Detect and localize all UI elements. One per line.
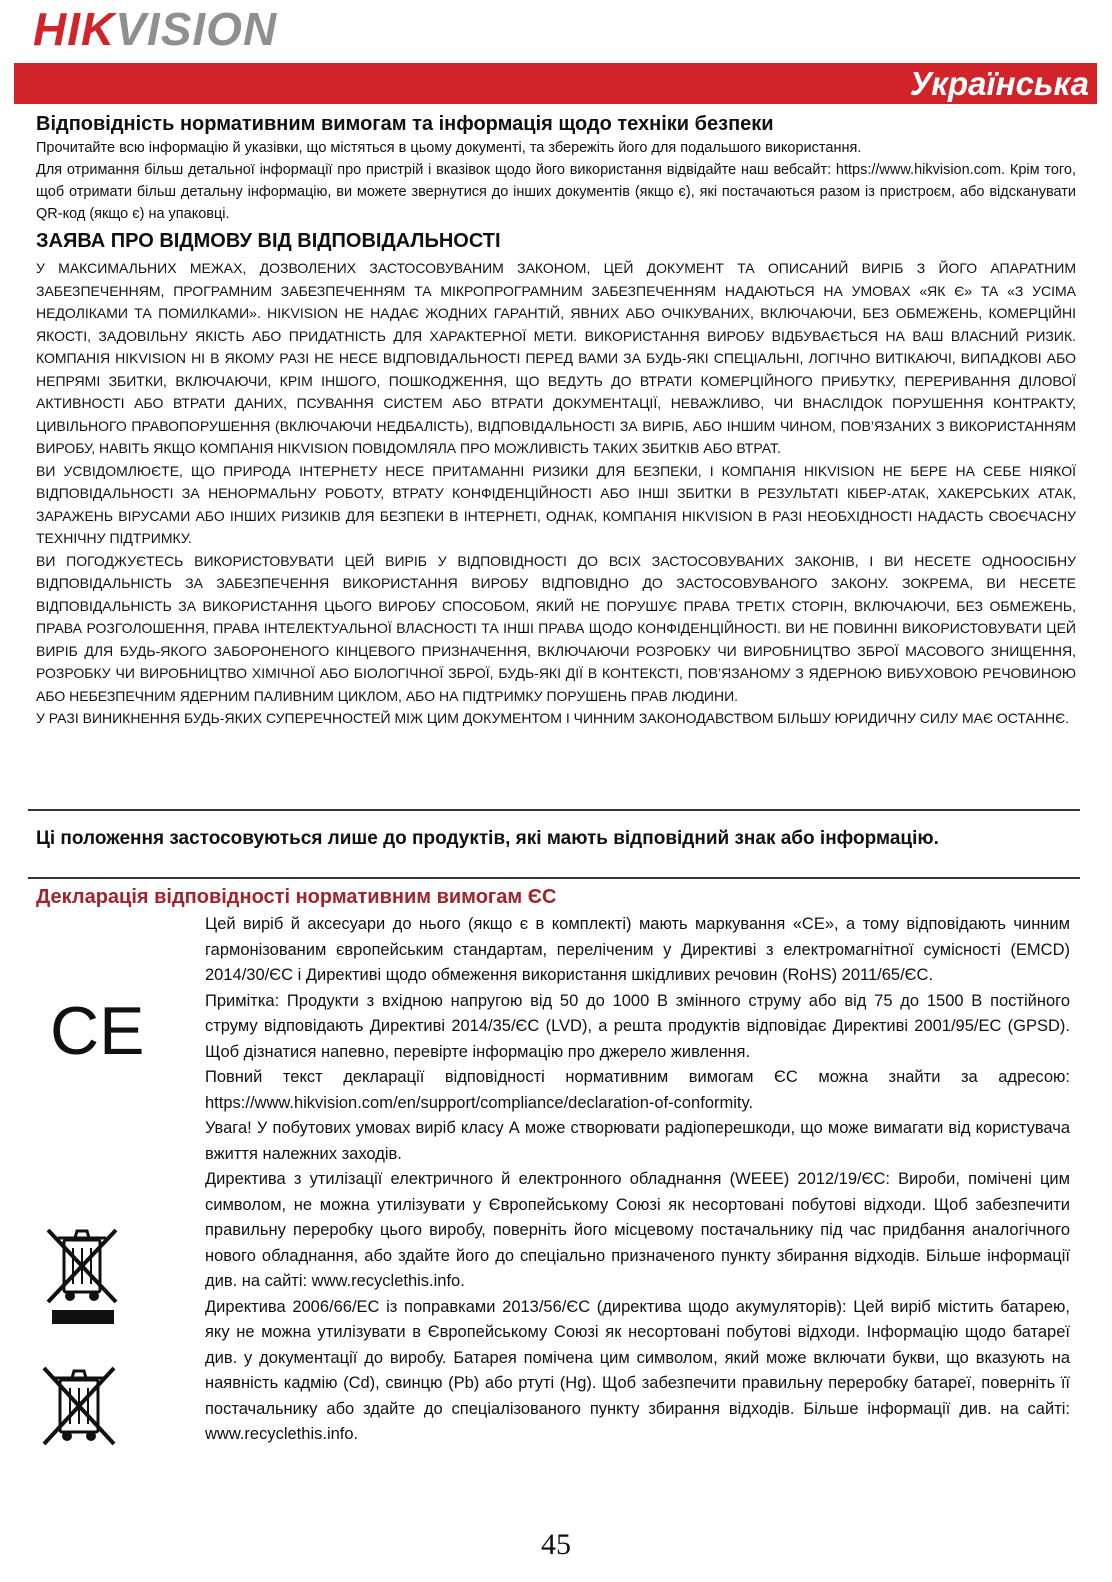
eu-declaration-title: Декларація відповідності нормативним вимогам ЄС <box>36 886 557 908</box>
intro-paragraph: Прочитайте всю інформацію й указівки, що містяться в цьому документі, та збережіть його для подальшого використання. <box>36 140 862 156</box>
weee-bin-icon <box>42 1222 124 1337</box>
restriction-note: Ці положення застосовуються лише до продуктів, які мають відповідний знак або інформацію. <box>36 828 939 849</box>
voltage-note-paragraph: Примітка: Продукти з вхідною напругою від 50 до 1000 В змінного струму або від 75 до 1500 В постійного струму відповідають Директиві 2014/35/ЄС (LVD), а решта продуктів відповідає Директиві 2001/95/ЕС (GPSD). Щоб дізнатися напевно, перевірте інформацію про джерело живлення. <box>205 991 1070 1061</box>
page-number: 45 <box>541 1528 571 1561</box>
divider <box>28 809 1080 811</box>
disclaimer-paragraph: У МАКСИМАЛЬНИХ МЕЖАХ, ДОЗВОЛЕНИХ ЗАСТОСОВУВАНИМ ЗАКОНОМ, ЦЕЙ ДОКУМЕНТ ТА ОПИСАНИЙ ВИРІБ З ЙОГО АПАРАТНИМ ЗАБЕЗПЕЧЕННЯМ, ПРОГРАМНИМ ЗАБЕЗПЕЧЕННЯМ ТА МІКРОПРОГРАМНИМ ЗАБЕЗПЕЧЕННЯМ НАДАЮТЬСЯ НА УМОВАХ «ЯК Є» ТА «З УСІМА НЕДОЛІКАМИ ТА ПОМИЛКАМИ». HIKVISION НЕ НАДАЄ ЖОДНИХ ГАРАНТІЙ, ЯВНИХ АБО ОЧІКУВАНИХ, ВКЛЮЧАЮЧИ, БЕЗ ОБМЕЖЕНЬ, КОМЕРЦІЙНІ ЯКОСТІ, ЗАДОВІЛЬНУ ЯКІСТЬ АБО ПРИДАТНІСТЬ ДЛЯ ХАРАКТЕРНОЇ МЕТИ. ВИКОРИСТАННЯ ВИРОБУ ВІДБУВАЄТЬСЯ НА ВАШ ВЛАСНИЙ РИЗИК. КОМПАНІЯ HIKVISION НІ В ЯКОМУ РАЗІ НЕ НЕСЕ ВІДПОВІДАЛЬНОСТІ ПЕРЕД ВАМИ ЗА БУДЬ-ЯКІ СПЕЦІАЛЬНІ, ЛОГІЧНО ВИТІКАЮЧІ, ВИПАДКОВІ АБО НЕПРЯМІ ЗБИТКИ, ВКЛЮЧАЮЧИ, КРІМ ІНШОГО, ПОШКОДЖЕННЯ, ЩО ВЕДУТЬ ДО ВТРАТИ КОМЕРЦІЙНОГО ПРИБУТКУ, ПЕРЕРИВАННЯ ДІЛОВОЇ АКТИВНОСТІ АБО ВТРАТИ ДАНИХ, ПСУВАННЯ СИСТЕМ АБО ВТРАТИ ДОКУМЕНТАЦІЇ, НЕВАЖЛИВО, ЧИ ВНАСЛІДОК ПОРУШЕННЯ КОНТРАКТУ, ЦИВІЛЬНОГО ПРАВОПОРУШЕННЯ (ВКЛЮЧАЮЧИ НЕДБАЛІСТЬ), ВІДПОВІДАЛЬНОСТІ ЗА ВИРІБ, АБО ІНШИМ ЧИНОМ, ПОВ’ЯЗАНИХ З ВИКОРИСТАННЯМ ВИРОБУ, НАВІТЬ ЯКЩО КОМПАНІЯ HIKVISION ПОВІДОМЛЯЛА ПРО МОЖЛИВІСТЬ ТАКИХ ЗБИТКІВ АБО ВТРАТ. <box>36 260 1076 456</box>
website-paragraph: Для отримання більш детальної інформації про пристрій і вказівок щодо його використання відвідайте наш вебсайт: https://www.hikvision.com. Крім того, щоб отримати більш детальну інформацію, ви можете звернутися до інших документів (якщо є), які постачаються разом із пристроєм, або відсканувати QR-код (якщо є) на упаковці. <box>36 162 1076 222</box>
eu-declaration-body <box>205 912 1070 1448</box>
divider <box>28 877 1080 879</box>
disclaimer-title: ЗАЯВА ПРО ВІДМОВУ ВІД ВІДПОВІДАЛЬНОСТІ <box>36 230 501 252</box>
section-disclaimer <box>36 229 1076 730</box>
disclaimer-paragraph: У РАЗІ ВИНИКНЕННЯ БУДЬ-ЯКИХ СУПЕРЕЧНОСТЕЙ МІЖ ЦИМ ДОКУМЕНТОМ І ЧИННИМ ЗАКОНОДАВСТВОМ БІЛЬШУ ЮРИДИЧНУ СИЛУ МАЄ ОСТАННЄ. <box>36 710 1070 726</box>
section-safety <box>36 112 1076 225</box>
battery-paragraph: Директива 2006/66/ЕС із поправками 2013/56/ЄС (директива щодо акумуляторів): Цей виріб містить батарею, яку не можна утилізувати в Європейському Союзі як несортовані побутові відходи. Інформацію щодо батареї див. у документації до виробу. Батарея помічена цим символом, який може включати букви, що вказують на наявність кадмію (Cd), свинцю (Pb) або ртуті (Hg). Щоб забезпечити правильну переробку батареї, поверніть її постачальнику або здайте до спеціалізованого пункту збирання відходів. Більше інформації див. на сайті: www.recyclethis.info. <box>205 1297 1070 1443</box>
battery-bin-icon <box>38 1360 120 1461</box>
disclaimer-paragraph: ВИ УСВІДОМЛЮЄТЕ, ЩО ПРИРОДА ІНТЕРНЕТУ НЕСЕ ПРИТАМАННІ РИЗИКИ ДЛЯ БЕЗПЕКИ, І КОМПАНІЯ HIKVISION НЕ БЕРЕ НА СЕБЕ НІЯКОЇ ВІДПОВІДАЛЬНОСТІ ЗА НЕНОРМАЛЬНУ РОБОТУ, ВТРАТУ КОНФІДЕНЦІЙНОСТІ АБО ІНШІ ЗБИТКИ В РЕЗУЛЬТАТІ КІБЕР-АТАК, ХАКЕРСЬКИХ АТАК, ЗАРАЖЕНЬ ВІРУСАМИ АБО ІНШИХ РИЗИКІВ ДЛЯ БЕЗПЕКИ В ІНТЕРНЕТІ, ОДНАК, КОМПАНІЯ HIKVISION В РАЗІ НЕОБХІДНОСТІ НАДАСТЬ СВОЄЧАСНУ ТЕХНІЧНУ ПІДТРИМКУ. <box>36 462 1076 546</box>
weee-paragraph: Директива з утилізації електричного й електронного обладнання (WEEE) 2012/19/ЄС: Вироби, помічені цим символом, не можна утилізувати у Європейському Союзі як несортовані побутові відходи. Щоб забезпечити правильну переробку цього виробу, поверніть його місцевому постачальнику під час придбання аналогічного нового обладнання, або здайте його до спеціально призначеного пункту збирання відходів. Більше інформації див. на сайті: www.recyclethis.info. <box>205 1170 1070 1290</box>
disclaimer-paragraph: ВИ ПОГОДЖУЄТЕСЬ ВИКОРИСТОВУВАТИ ЦЕЙ ВИРІБ У ВІДПОВІДНОСТІ ДО ВСІХ ЗАСТОСОВУВАНИХ ЗАКОНІВ, І ВИ НЕСЕТЕ ОДНООСІБНУ ВІДПОВІДАЛЬНІСТЬ ЗА ЗАБЕЗПЕЧЕННЯ ВИКОРИСТАННЯ ВИРОБУ ВІДПОВІДНО ДО ЗАСТОСОВУВАНОГО ЗАКОНУ. ЗОКРЕМА, ВИ НЕСЕТЕ ВІДПОВІДАЛЬНІСТЬ ЗА ВИКОРИСТАННЯ ЦЬОГО ВИРОБУ СПОСОБОМ, ЯКИЙ НЕ ПОРУШУЄ ПРАВА ТРЕТІХ СТОРІН, ВКЛЮЧАЮЧИ, БЕЗ ОБМЕЖЕНЬ, ПРАВА РОЗГОЛОШЕННЯ, ПРАВА ІНТЕЛЕКТУАЛЬНОЇ ВЛАСНОСТІ ТА ІНШІ ПРАВА ЩОДО КОНФІДЕНЦІЙНОСТІ. ВИ НЕ ПОВИННІ ВИКОРИСТОВУВАТИ ЦЕЙ ВИРІБ ДЛЯ БУДЬ-ЯКОГО ЗАБОРОНЕНОГО КІНЦЕВОГО ПРИЗНАЧЕННЯ, ВКЛЮЧАЮЧИ РОЗРОБКУ ЧИ ВИРОБНИЦТВО ЗБРОЇ МАСОВОГО ЗНИЩЕННЯ, РОЗРОБКУ ЧИ ВИРОБНИЦТВО ХІМІЧНОЇ АБО БІОЛОГІЧНОЇ ЗБРОЇ, БУДЬ-ЯКІ ДІЇ В КОНТЕКСТІ, ПОВ’ЯЗАНОМУ З ЯДЕРНОЮ ВИБУХОВОЮ РЕЧОВИНОЮ АБО НЕБЕЗПЕЧНИМ ЯДЕРНИМ ПАЛИВНИМ ЦИКЛОМ, АБО НА ПІДТРИМКУ ПОРУШЕНЬ ПРАВ ЛЮДИНИ. <box>36 552 1076 704</box>
language-label: Українська <box>909 65 1089 102</box>
svg-text:CE: CE <box>50 993 145 1069</box>
section-title: Відповідність нормативним вимогам та інформація щодо техніки безпеки <box>36 113 774 135</box>
ce-paragraph: Цей виріб й аксесуари до нього (якщо є в комплекті) мають маркування «CE», а тому відповідають чинним гармонізованим європейським стандартам, переліченим у Директиві з електромагнітної сумісності (EMCD) 2014/30/ЄС і Директиві щодо обмеження використання шкідливих речовин (RoHS) 2011/65/ЄС. <box>205 915 1070 984</box>
declaration-url-paragraph: Повний текст декларації відповідності нормативним вимогам ЄС можна знайти за адресою: https://www.hikvision.com/en/support/compliance/declaration-of-conformity. <box>205 1068 1070 1112</box>
language-banner <box>14 63 1097 104</box>
ce-mark-icon <box>50 993 145 1069</box>
hikvision-logo: HIKVISION <box>33 3 278 55</box>
class-a-warning: Увага! У побутових умовах виріб класу А може створювати радіоперешкоди, що може вимагати від користувача вжиття належних заходів. <box>205 1119 1070 1163</box>
